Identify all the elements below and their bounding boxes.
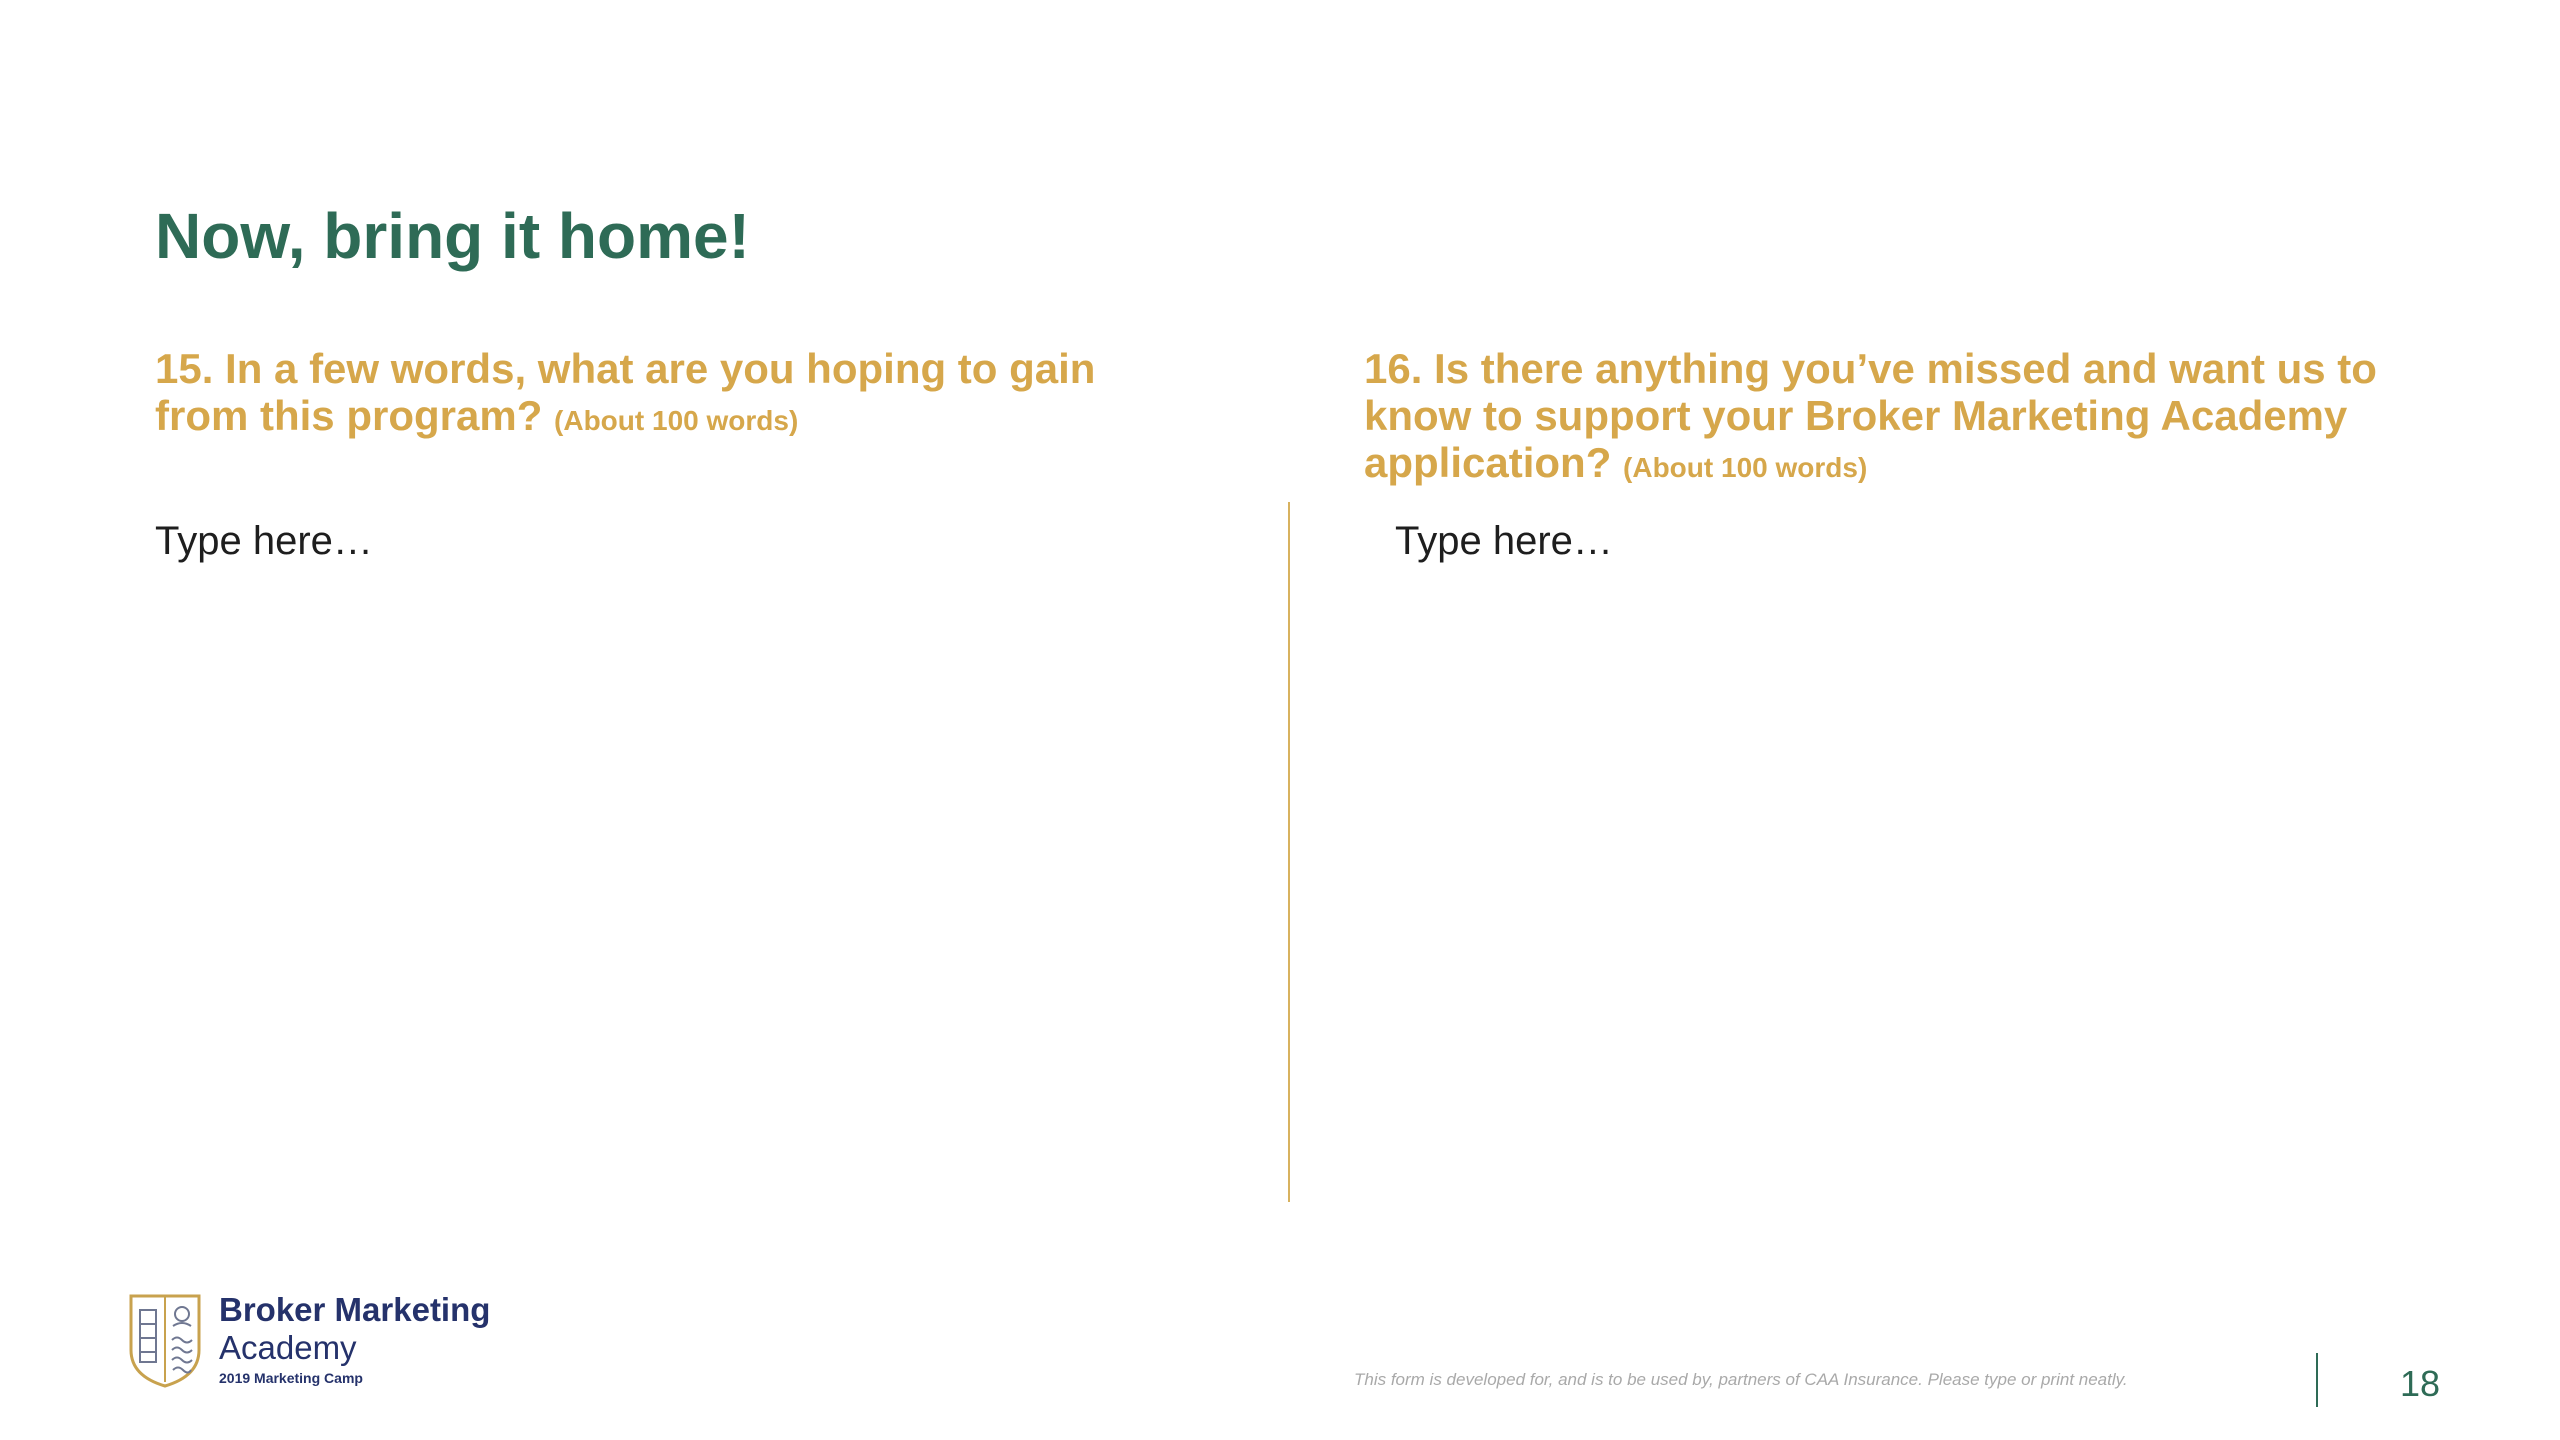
question-16-text: 16. Is there anything you’ve missed and want us to know to support your Broker Marketing Academy application? xyxy=(1364,345,2377,486)
page-number: 18 xyxy=(2400,1363,2441,1404)
page-title: Now, bring it home! xyxy=(155,200,750,272)
broker-marketing-academy-logo xyxy=(125,1290,490,1390)
answer-16-field[interactable]: Type here… xyxy=(1395,519,1613,563)
question-15 xyxy=(155,345,1155,444)
answer-15-field[interactable]: Type here… xyxy=(155,519,373,563)
footer-divider xyxy=(2316,1353,2318,1407)
brand-name-line2: Academy xyxy=(219,1329,357,1366)
brand-tagline: 2019 Marketing Camp xyxy=(219,1370,363,1386)
logo-wordmark xyxy=(219,1291,490,1389)
question-15-word-note: (About 100 words) xyxy=(554,405,799,436)
brand-name-line1: Broker Marketing xyxy=(219,1291,491,1328)
footer-disclaimer: This form is developed for, and is to be used by, partners of CAA Insurance. Please type or print neatly. xyxy=(1354,1370,2128,1389)
question-16-word-note: (About 100 words) xyxy=(1623,452,1868,483)
question-15-text: 15. In a few words, what are you hoping to gain from this program? xyxy=(155,345,1096,439)
column-divider xyxy=(1288,502,1290,1202)
question-16 xyxy=(1364,345,2444,491)
shield-crest-icon xyxy=(125,1290,205,1390)
